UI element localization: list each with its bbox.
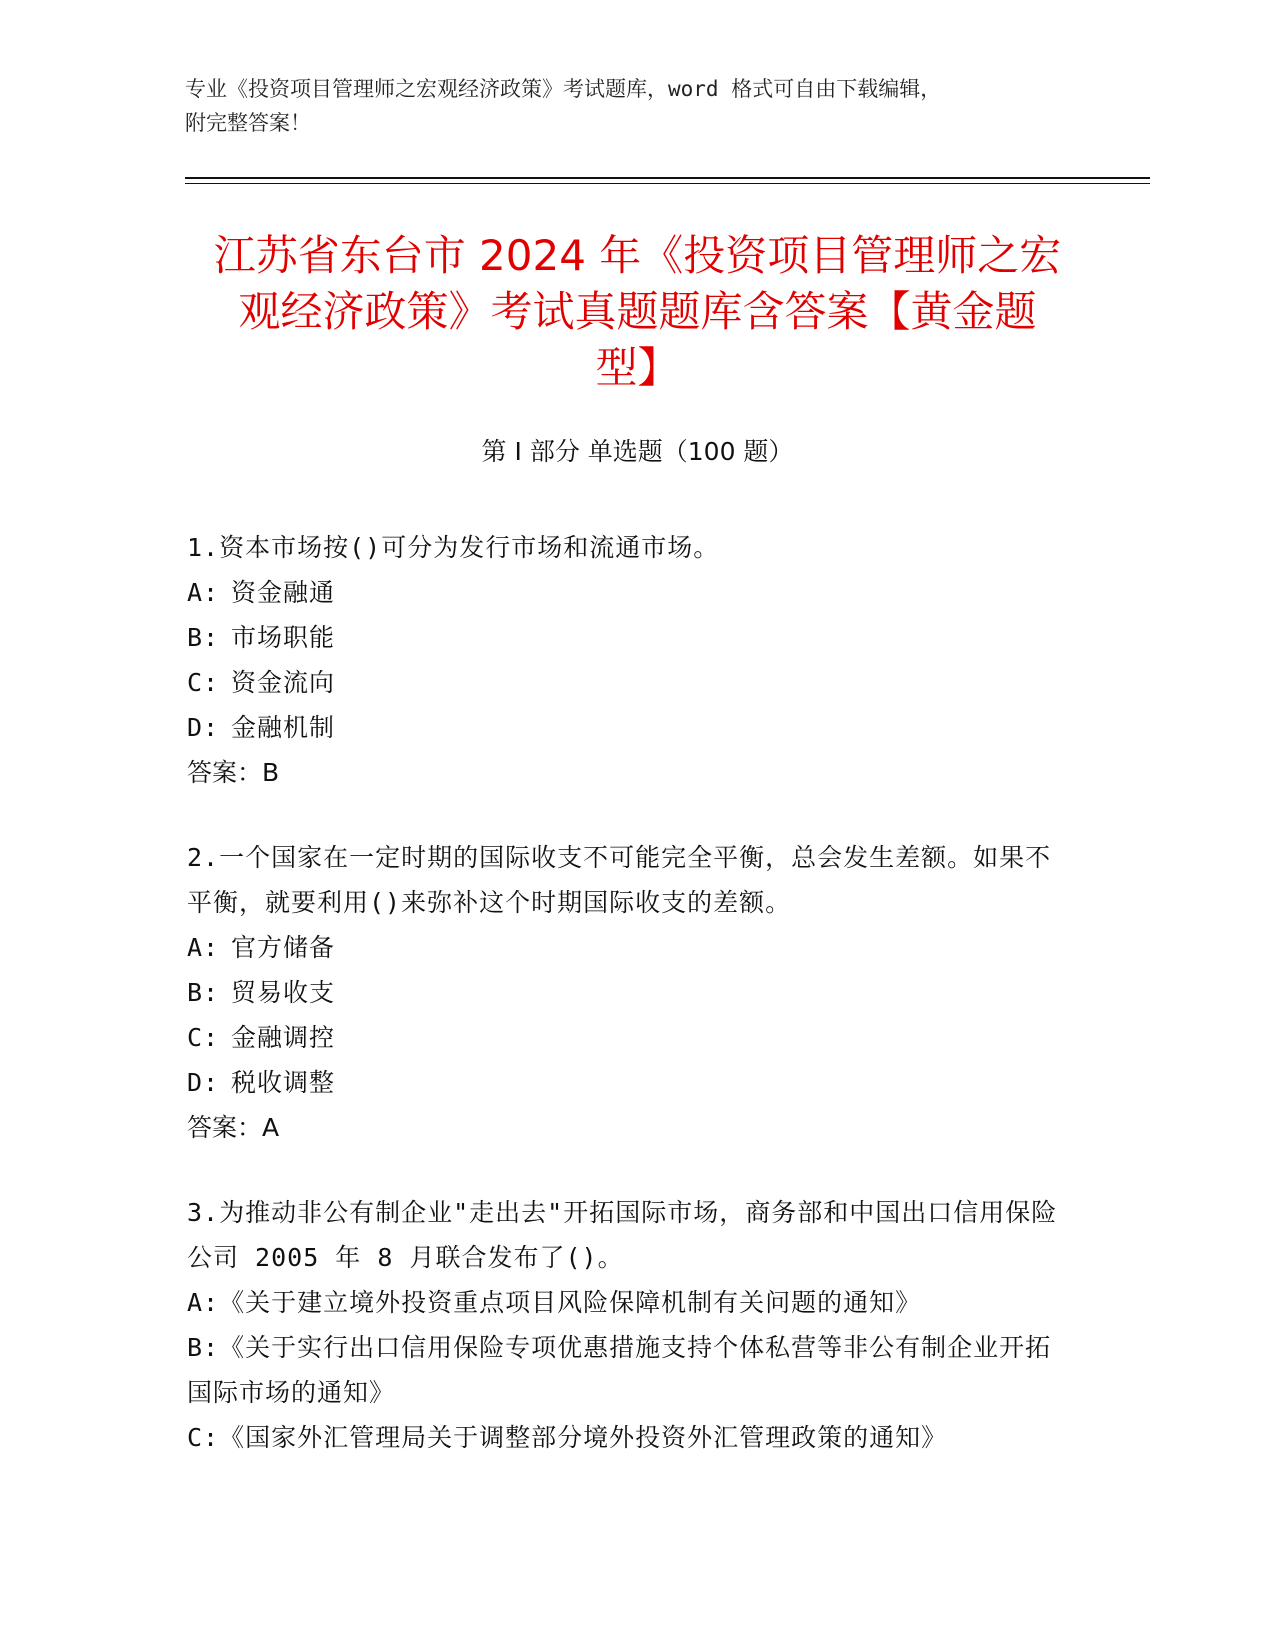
document-title-line-2: 观经济政策》考试真题题库含答案【黄金题 xyxy=(238,287,1037,336)
option-key: C: xyxy=(187,1423,220,1452)
option-text: 官方储备 xyxy=(231,933,336,962)
header-note xyxy=(185,72,1085,140)
question-option xyxy=(187,970,1067,1015)
section-title: 第 I 部分 单选题（100 题） xyxy=(481,437,794,466)
option-text: 金融机制 xyxy=(231,713,336,742)
option-text: 贸易收支 xyxy=(231,978,336,1007)
option-text: 《关于建立境外投资重点项目风险保障机制有关问题的通知》 xyxy=(219,1288,922,1317)
question-option xyxy=(187,1415,1067,1460)
question-option xyxy=(187,1015,1067,1060)
question-item xyxy=(187,835,1067,1150)
question-option xyxy=(187,570,1067,615)
header-note-line-2: 附完整答案！ xyxy=(185,111,311,135)
question-option xyxy=(187,1060,1067,1105)
option-text: 《关于实行出口信用保险专项优惠措施支持个体私营等非公有制企业开拓国际市场的通知》 xyxy=(187,1333,1052,1407)
option-key: B: xyxy=(187,978,220,1007)
option-key: C: xyxy=(187,668,220,697)
question-answer: 答案：A xyxy=(187,1113,280,1142)
option-text: 《国家外汇管理局关于调整部分境外投资外汇管理政策的通知》 xyxy=(219,1423,948,1452)
option-text: 税收调整 xyxy=(231,1068,336,1097)
option-text: 资金融通 xyxy=(231,578,336,607)
option-key: B: xyxy=(187,623,220,652)
question-option xyxy=(187,1280,1067,1325)
option-key: B: xyxy=(187,1333,220,1362)
header-divider-thin xyxy=(185,183,1150,184)
document-title-line-1: 江苏省东台市 2024 年《投资项目管理师之宏 xyxy=(213,231,1062,280)
question-option xyxy=(187,660,1067,705)
option-key: A: xyxy=(187,933,220,962)
question-option xyxy=(187,705,1067,750)
option-text: 金融调控 xyxy=(231,1023,336,1052)
question-option xyxy=(187,925,1067,970)
option-key: C: xyxy=(187,1023,220,1052)
option-key: A: xyxy=(187,578,220,607)
document-title-line-3: 型】 xyxy=(595,343,680,392)
question-stem: 2.一个国家在一定时期的国际收支不可能完全平衡，总会发生差额。如果不平衡，就要利用()来弥补这个时期国际收支的差额。 xyxy=(187,843,1052,917)
option-key: D: xyxy=(187,713,220,742)
option-text: 资金流向 xyxy=(231,668,336,697)
option-key: A: xyxy=(187,1288,220,1317)
question-answer: 答案：B xyxy=(187,758,280,787)
option-key: D: xyxy=(187,1068,220,1097)
question-option xyxy=(187,615,1067,660)
question-stem: 1.资本市场按()可分为发行市场和流通市场。 xyxy=(187,533,720,562)
option-text: 市场职能 xyxy=(231,623,336,652)
header-note-line-1: 专业《投资项目管理师之宏观经济政策》考试题库，word 格式可自由下载编辑， xyxy=(185,77,942,101)
header-divider-thick xyxy=(185,177,1150,179)
question-item xyxy=(187,1190,1067,1460)
document-title xyxy=(180,228,1095,396)
question-list xyxy=(187,525,1067,1500)
question-option xyxy=(187,1325,1067,1415)
question-item xyxy=(187,525,1067,795)
question-stem: 3.为推动非公有制企业"走出去"开拓国际市场，商务部和中国出口信用保险公司 2005 年 8 月联合发布了()。 xyxy=(187,1198,1058,1272)
